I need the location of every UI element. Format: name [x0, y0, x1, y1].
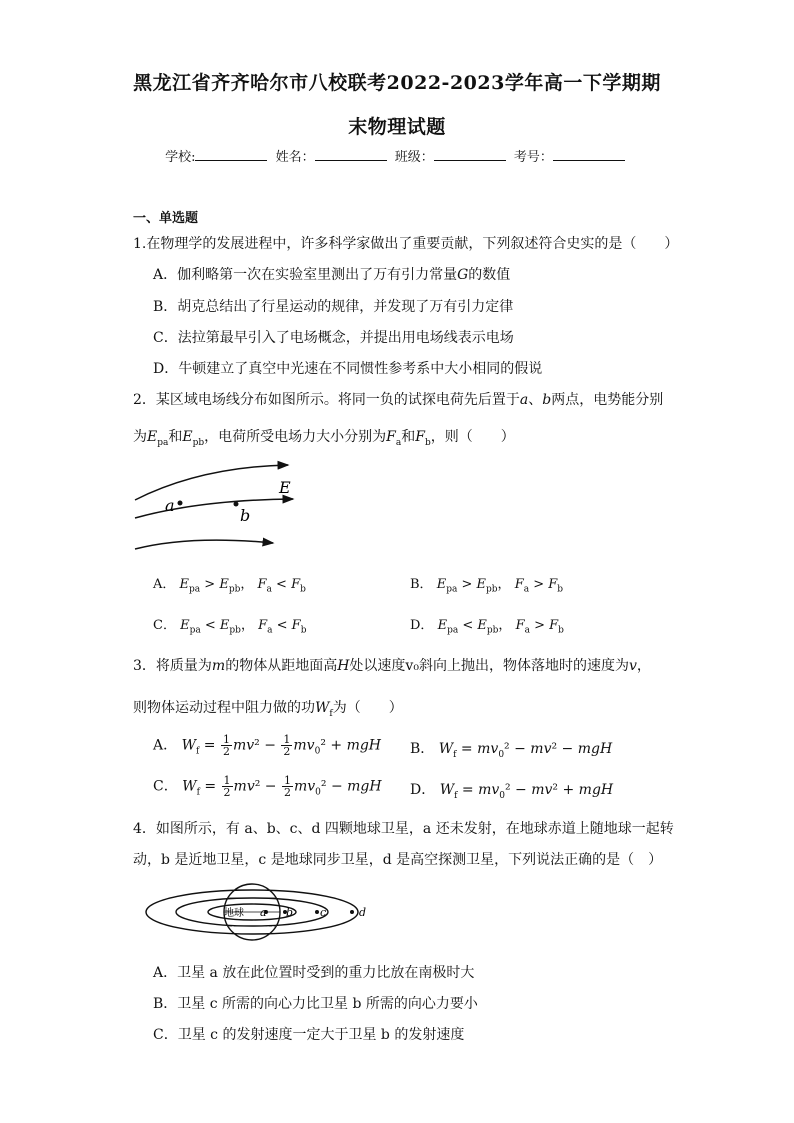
q4-stem-line2: 动，b 是近地卫星，c 是地球同步卫星，d 是高空探测卫星，下列说法正确的是（ ）: [133, 852, 663, 868]
exam-title-line1: 黑龙江省齐齐哈尔市八校联考2022-2023学年高一下学期期: [133, 72, 661, 94]
satellite-d: [350, 910, 354, 914]
q2-option-d: D． $E_{pa} < E_{pb}$， $F_a > F_b$: [410, 618, 564, 636]
q3-option-b: B． $W_f = mv_0^2 - mv^2$ − mgH: [410, 741, 613, 760]
earth-label: 地球: [224, 908, 244, 919]
label-a: a: [165, 496, 175, 515]
q3-option-c: C． $W_f$ = $\frac{1}{2}$ mv² − $\frac{1}{2}$ $mv_0^2$ − mgH: [153, 774, 382, 799]
section-title: 一、单选题: [133, 211, 199, 226]
q3-option-a: A． $W_f$ = $\frac{1}{2}$ mv² − $\frac{1}{2}$ $mv_0^2$ + mgH: [153, 733, 382, 758]
name-blank: [315, 148, 387, 161]
q4-option-b: B．卫星 c 所需的向心力比卫星 b 所需的向心力要小: [153, 996, 478, 1012]
q1-stem: 1.在物理学的发展进程中，许多科学家做出了重要贡献，下列叙述符合史实的是（ ）: [133, 236, 679, 252]
field-line-top: [135, 465, 288, 500]
q1-option-d: D．牛顿建立了真空中光速在不同惯性参考系中大小相同的假说: [153, 361, 543, 377]
q1-option-b: B．胡克总结出了行星运动的规律，并发现了万有引力定律: [153, 299, 514, 315]
exam-title-line2: 末物理试题: [348, 116, 446, 138]
id-label: 考号：: [513, 150, 553, 165]
class-blank: [434, 148, 506, 161]
q2-option-a: A． $E_{pa} > E_{pb}$， $F_a < F_b$: [153, 577, 306, 595]
label-a: a: [260, 906, 267, 919]
label-b: b: [240, 506, 251, 525]
q1-option-a: A．伽利略第一次在实验室里测出了万有引力常量G的数值: [153, 267, 511, 283]
school-blank: [195, 148, 267, 161]
class-label: 班级：: [394, 150, 434, 165]
field-line-middle: [135, 499, 293, 518]
school-label: 学校:: [165, 150, 196, 165]
q3-stem-line2: 则物体运动过程中阻力做的功$W_f$为（ ）: [133, 700, 403, 719]
q4-option-a: A．卫星 a 放在此位置时受到的重力比放在南极时大: [153, 965, 475, 981]
q4-option-c: C．卫星 c 的发射速度一定大于卫星 b 的发射速度: [153, 1027, 465, 1043]
name-label: 姓名：: [275, 150, 315, 165]
satellite-orbit-figure: [140, 880, 380, 944]
satellite-c: [315, 910, 319, 914]
q2-option-b: B． $E_{pa} > E_{pb}$， $F_a > F_b$: [410, 577, 564, 595]
student-info-row: [0, 146, 794, 165]
id-blank: [553, 148, 625, 161]
label-b: b: [286, 906, 294, 919]
q3-stem-line1: 3．将质量为m的物体从距地面高H处以速度v₀斜向上抛出，物体落地时的速度为v，: [133, 658, 651, 674]
label-E: E: [279, 478, 291, 497]
q2-stem-line1: 2．某区域电场线分布如图所示。将同一负的试探电荷先后置于a、b两点，电势能分别: [133, 392, 664, 408]
label-d: d: [359, 906, 367, 919]
q2-option-c: C． $E_{pa} < E_{pb}$， $F_a < F_b$: [153, 618, 307, 636]
label-c: c: [320, 906, 327, 919]
point-a: [178, 501, 183, 506]
q4-stem-line1: 4．如图所示，有 a、b、c、d 四颗地球卫星，a 还未发射，在地球赤道上随地球一起转: [133, 821, 674, 837]
electric-field-figure: [130, 455, 310, 555]
q3-option-d: D． $W_f = mv_0^2 - mv^2$ + mgH: [410, 782, 614, 801]
field-line-bottom: [135, 540, 273, 549]
q2-stem-line2: 为$E_{pa}$和$E_{pb}$，电荷所受电场力大小分别为$F_a$和$F_b$，则（ ）: [133, 429, 515, 448]
point-b: [234, 502, 239, 507]
q1-option-c: C．法拉第最早引入了电场概念，并提出用电场线表示电场: [153, 330, 514, 346]
